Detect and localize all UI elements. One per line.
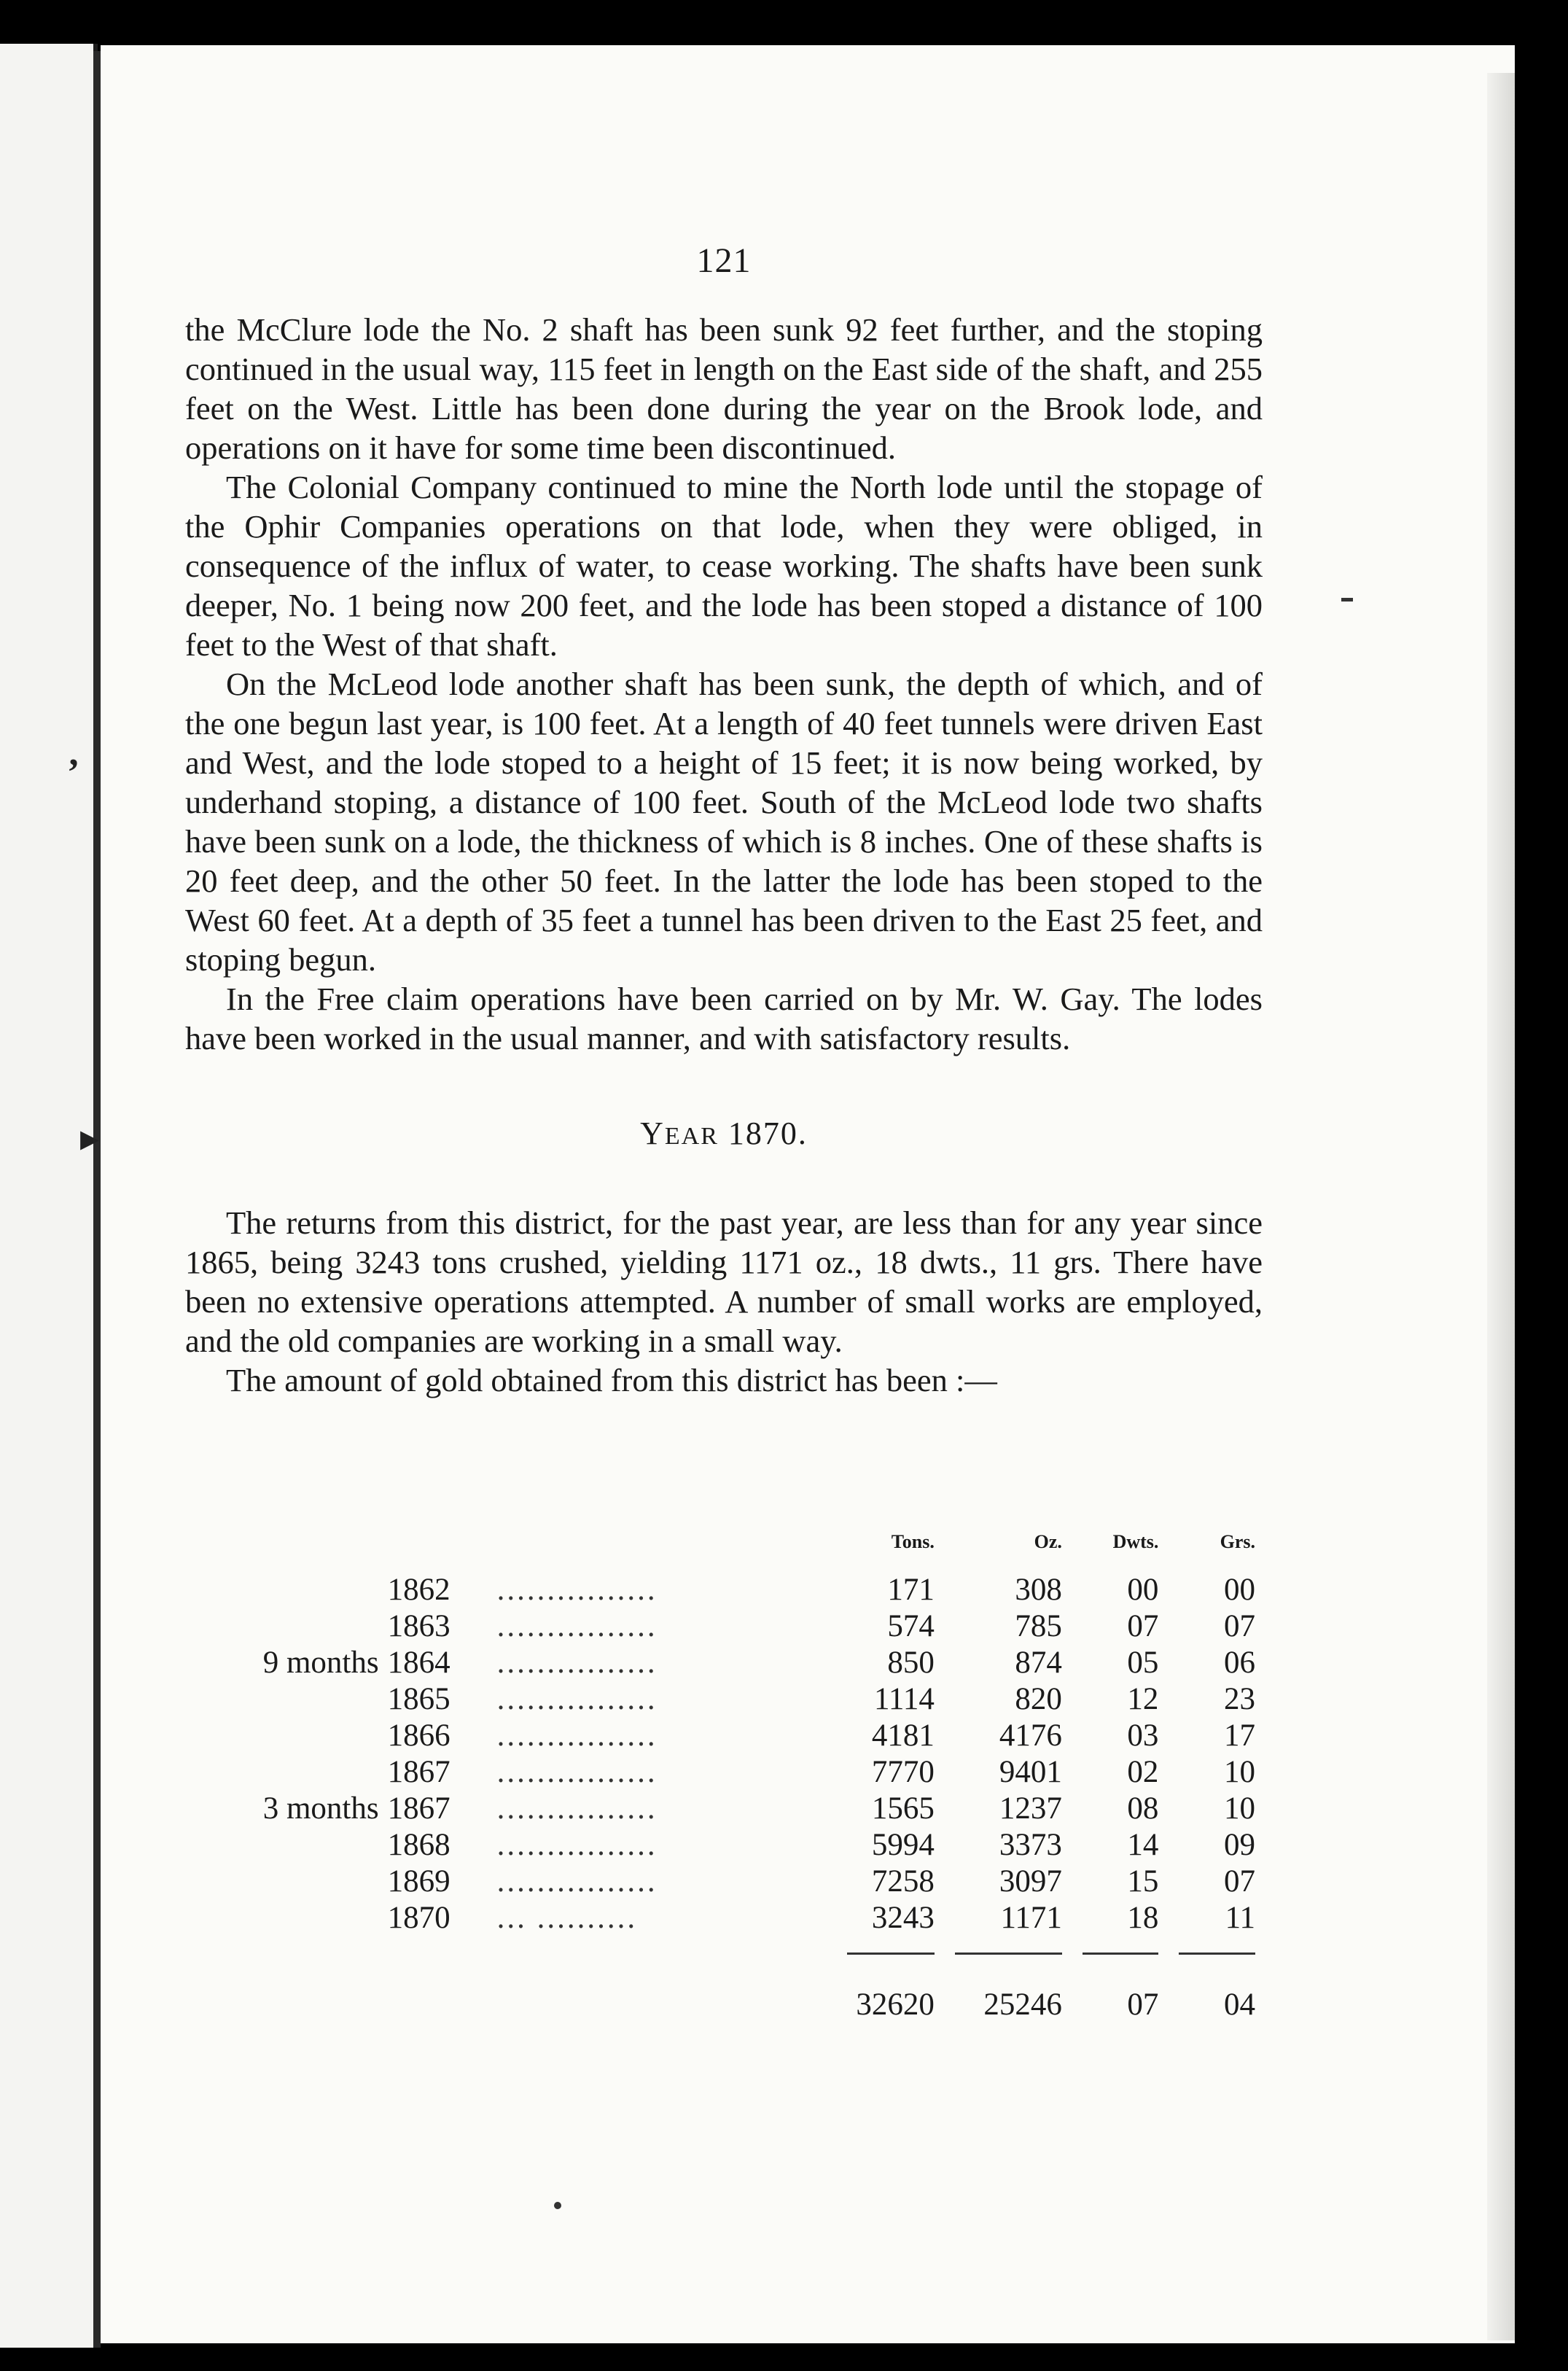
cell-year: 1869 (387, 1864, 450, 1899)
cell-year: 1863 (387, 1609, 450, 1643)
cell-grs: 09 (1224, 1828, 1255, 1862)
gold-returns-table (185, 1531, 1263, 2023)
cell-year: 1865 (387, 1682, 450, 1716)
paragraph: the McClure lode the No. 2 shaft has been sunk 92 feet further, and the stoping continued in the usual way, 115 feet in length on the East side of the shaft, and 255 feet on the West. Little has been done during the year on the Brook lode, and operations on it have for some time been discontinued. (185, 311, 1263, 466)
cell-year: 1867 (387, 1791, 450, 1826)
cell-dwts: 08 (1127, 1791, 1159, 1826)
cell-oz: 1171 (1000, 1901, 1062, 1935)
cell-dwts: 12 (1127, 1682, 1159, 1716)
header-dwts: Dwts. (1112, 1531, 1159, 1552)
cell-oz: 820 (1015, 1682, 1062, 1716)
binding-gutter (93, 51, 101, 2348)
cell-dots: ................ (496, 1646, 658, 1680)
cell-year: 1870 (387, 1901, 450, 1935)
cell-year: 1866 (387, 1718, 450, 1753)
cell-dots: ................ (496, 1609, 658, 1643)
cell-tons: 4181 (871, 1718, 935, 1753)
cell-grs: 10 (1224, 1755, 1255, 1789)
cell-dots: ................ (496, 1682, 658, 1716)
table-row (185, 1572, 1263, 1608)
heading-smallcaps: EAR (664, 1123, 719, 1150)
table-row (185, 1900, 1263, 1936)
cell-note (185, 1754, 388, 1791)
table-row (185, 1864, 1263, 1900)
section-heading (185, 1115, 1263, 1152)
facing-page-edge (0, 44, 98, 2348)
cell-dots: ................ (496, 1755, 658, 1789)
cell-note (185, 1608, 388, 1645)
cell-year: 1868 (387, 1828, 450, 1862)
cell-tons: 1114 (874, 1682, 935, 1716)
table-header-row (185, 1531, 1263, 1572)
cell-year: 1867 (387, 1755, 450, 1789)
cell-tons: 574 (887, 1609, 935, 1643)
cell-dots: ................ (496, 1718, 658, 1753)
cell-note: 9 months (262, 1646, 379, 1680)
cell-tons: 5994 (871, 1828, 935, 1862)
heading-initial: Y (640, 1116, 665, 1151)
cell-tons: 7258 (871, 1864, 935, 1899)
cell-dwts: 07 (1127, 1609, 1159, 1643)
cell-oz: 874 (1015, 1646, 1062, 1680)
margin-dash (1341, 598, 1353, 601)
cell-dwts: 18 (1127, 1901, 1159, 1935)
total-rule-row (185, 1936, 1263, 1955)
cell-dwts: 00 (1127, 1573, 1159, 1607)
cell-dots: ................ (496, 1828, 658, 1862)
cell-note (185, 1900, 388, 1936)
table-row (185, 1645, 1263, 1681)
total-row (185, 1955, 1263, 2023)
cell-oz: 308 (1015, 1573, 1062, 1607)
cell-oz: 9401 (999, 1755, 1062, 1789)
cell-dots: ................ (496, 1791, 658, 1826)
cell-grs: 07 (1224, 1864, 1255, 1899)
cell-oz: 3373 (999, 1828, 1062, 1862)
table-row (185, 1681, 1263, 1718)
paragraph: The returns from this district, for the past year, are less than for any year since 1865, being 3243 tons crushed, yielding 1171 oz., 18 dwts., 11 grs. There have been no extensive operations attempted. A number of small works are employed, and the old companies are working in a small way. (185, 1204, 1263, 1359)
page-number: 121 (696, 241, 752, 280)
cell-note: 3 months (262, 1791, 379, 1826)
cell-oz: 785 (1015, 1609, 1062, 1643)
cell-oz: 4176 (999, 1718, 1062, 1753)
header-grs: Grs. (1220, 1531, 1255, 1552)
total-dwts: 07 (1127, 1987, 1159, 2022)
table-row (185, 1608, 1263, 1645)
cell-tons: 850 (887, 1646, 935, 1680)
cell-tons: 1565 (871, 1791, 935, 1826)
total-grs: 04 (1224, 1987, 1255, 2022)
table-row (185, 1791, 1263, 1827)
cell-dwts: 14 (1127, 1828, 1159, 1862)
ink-dot (554, 2202, 561, 2209)
cell-note (185, 1681, 388, 1718)
page-edge-shadow (1487, 73, 1515, 2340)
cell-grs: 23 (1224, 1682, 1255, 1716)
cell-dwts: 03 (1127, 1718, 1159, 1753)
header-tons: Tons. (891, 1531, 935, 1552)
cell-dwts: 15 (1127, 1864, 1159, 1899)
cell-dwts: 05 (1127, 1646, 1159, 1680)
cell-oz: 3097 (999, 1864, 1062, 1899)
cell-note (185, 1718, 388, 1754)
paragraph: The amount of gold obtained from this district has been :— (226, 1362, 997, 1398)
table-row (185, 1827, 1263, 1864)
table-row (185, 1754, 1263, 1791)
table-body (185, 1572, 1263, 2023)
cell-grs: 06 (1224, 1646, 1255, 1680)
cell-grs: 00 (1224, 1573, 1255, 1607)
cell-tons: 7770 (871, 1755, 935, 1789)
header-oz: Oz. (1034, 1531, 1062, 1552)
table-row (185, 1718, 1263, 1754)
cell-oz: 1237 (999, 1791, 1062, 1826)
paragraph: In the Free claim operations have been carried on by Mr. W. Gay. The lodes have been worked in the usual manner, and with satisfactory results. (185, 981, 1263, 1056)
cell-dwts: 02 (1127, 1755, 1159, 1789)
cell-note (185, 1864, 388, 1900)
cell-note (185, 1572, 388, 1608)
cell-dots: ................ (496, 1573, 658, 1607)
margin-mark: ▸ (80, 1118, 100, 1159)
paragraph: On the McLeod lode another shaft has been sunk, the depth of which, and of the one begun last year, is 100 feet. At a length of 40 feet tunnels were driven East and West, and the lode stoped to a height of 15 feet; it is now being worked, by underhand stoping, a distance of 100 feet. South of the McLeod lode two shafts have been sunk on a lode, the thickness of which is 8 inches. One of these shafts is 20 feet deep, and the other 50 feet. In the latter the lode has been stoped to the West 60 feet. At a depth of 35 feet a tunnel has been driven to the East 25 feet, and stoping begun. (185, 666, 1263, 978)
cell-tons: 3243 (871, 1901, 935, 1935)
cell-grs: 11 (1225, 1901, 1255, 1935)
margin-mark: ’ (67, 752, 80, 793)
cell-note (185, 1827, 388, 1864)
cell-grs: 10 (1224, 1791, 1255, 1826)
paragraph: The Colonial Company continued to mine the North lode until the stopage of the Ophir Companies operations on that lode, when they were obliged, in consequence of the influx of water, to cease working. The shafts have been sunk deeper, No. 1 being now 200 feet, and the lode has been stoped a distance of 100 feet to the West of that shaft. (185, 469, 1263, 663)
cell-dots: ... .......... (496, 1901, 638, 1935)
cell-grs: 17 (1224, 1718, 1255, 1753)
cell-grs: 07 (1224, 1609, 1255, 1643)
cell-dots: ................ (496, 1864, 658, 1899)
cell-tons: 171 (887, 1573, 935, 1607)
page-text (185, 241, 1263, 1400)
cell-year: 1862 (387, 1573, 450, 1607)
total-tons: 32620 (856, 1987, 935, 2022)
heading-year: 1870. (718, 1116, 808, 1151)
total-oz: 25246 (983, 1987, 1062, 2022)
cell-year: 1864 (387, 1646, 450, 1680)
